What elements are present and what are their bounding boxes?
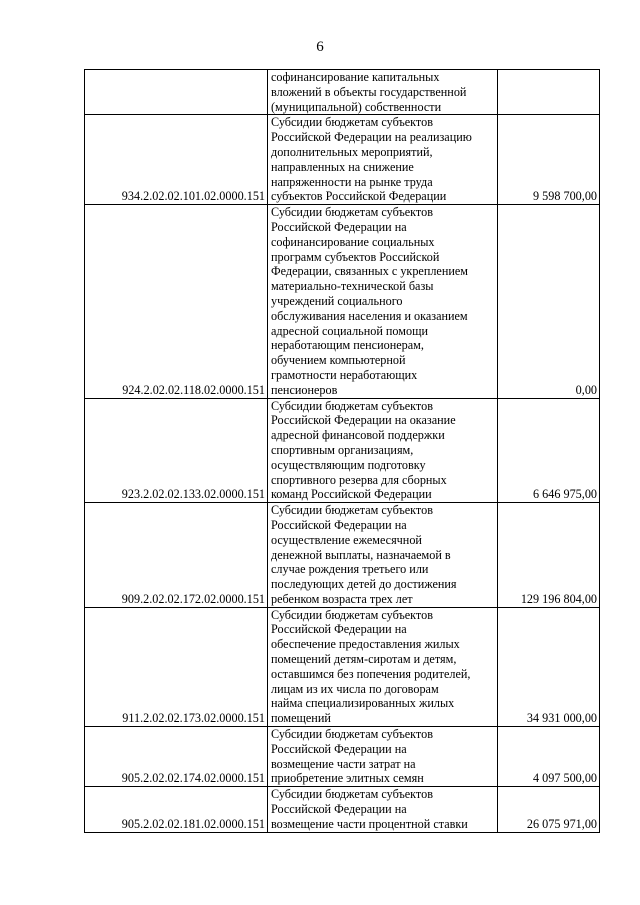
budget-code-cell: 905.2.02.02.181.02.0000.151 (85, 787, 268, 832)
subsidy-name-line: обслуживания населения и оказанием (271, 308, 468, 323)
amount-cell (498, 70, 600, 115)
subsidy-name-cell (268, 115, 498, 205)
page-number: 6 (316, 39, 324, 55)
subsidy-name-line: учреждений социального (271, 293, 403, 308)
subsidy-name-line: Российской Федерации на (271, 219, 407, 234)
subsidy-name-line: ребенком возраста трех лет (271, 591, 413, 606)
amount-cell: 129 196 804,00 (498, 503, 600, 608)
subsidy-name-line: Российской Федерации на (271, 802, 407, 817)
table-row (85, 398, 600, 503)
amount-cell: 9 598 700,00 (498, 115, 600, 205)
subsidy-name-line: приобретение элитных семян (271, 771, 424, 786)
subsidy-name-line: адресной финансовой поддержки (271, 428, 445, 443)
budget-code-cell: 923.2.02.02.133.02.0000.151 (85, 398, 268, 503)
table-row (85, 607, 600, 726)
subsidy-name-line: Субсидии бюджетам субъектов (271, 727, 433, 742)
subsidy-name-line: неработающим пенсионерам, (271, 338, 424, 353)
subsidy-name-cell (268, 398, 498, 503)
subsidy-name-line: софинансирование капитальных (271, 70, 440, 84)
subsidy-name-line: денежной выплаты, назначаемой в (271, 547, 451, 562)
subsidy-name-line: Российской Федерации на (271, 741, 407, 756)
amount-cell: 4 097 500,00 (498, 727, 600, 787)
table-row (85, 205, 600, 398)
subsidy-name-cell (268, 607, 498, 726)
subsidy-name-line: спортивного резерва для сборных (271, 472, 447, 487)
subsidy-name-line: напряженности на рынке труда (271, 174, 433, 189)
subsidy-name-line: осуществляющим подготовку (271, 457, 426, 472)
budget-code-cell: 909.2.02.02.172.02.0000.151 (85, 503, 268, 608)
subsidy-name-line: Российской Федерации на (271, 517, 407, 532)
subsidy-name-line: возмещение части процентной ставки (271, 816, 468, 831)
subsidy-name-cell (268, 503, 498, 608)
subsidy-name-cell (268, 787, 498, 832)
subsidy-name-line: Российской Федерации на реализацию (271, 130, 472, 145)
table-row (85, 115, 600, 205)
subsidy-name-line: направленных на снижение (271, 159, 414, 174)
subsidy-name-line: Российской Федерации на (271, 622, 407, 637)
budget-code-cell: 911.2.02.02.173.02.0000.151 (85, 607, 268, 726)
amount-cell: 26 075 971,00 (498, 787, 600, 832)
subsidy-name-line: возмещение части затрат на (271, 756, 416, 771)
subsidy-name-cell (268, 70, 498, 115)
subsidy-name-line: Российской Федерации на оказание (271, 413, 456, 428)
subsidy-name-line: Субсидии бюджетам субъектов (271, 503, 433, 518)
amount-cell: 34 931 000,00 (498, 607, 600, 726)
subsidy-name-line: обеспечение предоставления жилых (271, 637, 460, 652)
subsidy-name-line: команд Российской Федерации (271, 487, 432, 502)
subsidy-name-line: случае рождения третьего или (271, 562, 429, 577)
subsidy-name-cell (268, 727, 498, 787)
subsidy-name-line: лицам из их числа по договорам (271, 681, 439, 696)
subsidy-name-cell (268, 205, 498, 398)
subsidy-name-line: субъектов Российской Федерации (271, 189, 447, 204)
subsidy-name-line: софинансирование социальных (271, 234, 435, 249)
table-row (85, 787, 600, 832)
subsidy-name-line: Субсидии бюджетам субъектов (271, 205, 433, 220)
subsidy-name-line: Субсидии бюджетам субъектов (271, 115, 433, 130)
subsidy-name-line: помещений (271, 711, 331, 726)
subsidy-name-line: помещений детям-сиротам и детям, (271, 652, 457, 667)
subsidy-name-line: материально-технической базы (271, 279, 434, 294)
subsidy-name-line: дополнительных мероприятий, (271, 144, 433, 159)
subsidy-name-line: (муниципальной) собственности (271, 99, 442, 114)
table-row (85, 70, 600, 115)
subsidy-name-line: обучением компьютерной (271, 353, 406, 368)
budget-table (84, 69, 600, 833)
budget-code-cell (85, 70, 268, 115)
amount-cell: 0,00 (498, 205, 600, 398)
subsidy-name-line: вложений в объекты государственной (271, 84, 467, 99)
table-row (85, 503, 600, 608)
subsidy-name-line: грамотности неработающих (271, 367, 418, 382)
subsidy-name-line: Федерации, связанных с укреплением (271, 264, 469, 279)
subsidy-name-line: найма специализированных жилых (271, 696, 455, 711)
subsidy-name-line: осуществление ежемесячной (271, 532, 422, 547)
subsidy-name-line: спортивным организациям, (271, 442, 414, 457)
subsidy-name-line: программ субъектов Российской (271, 249, 440, 264)
budget-code-cell: 905.2.02.02.174.02.0000.151 (85, 727, 268, 787)
subsidy-name-line: Субсидии бюджетам субъектов (271, 607, 433, 622)
subsidy-name-line: Субсидии бюджетам субъектов (271, 787, 433, 802)
budget-table-body (85, 70, 600, 833)
subsidy-name-line: адресной социальной помощи (271, 323, 428, 338)
amount-cell: 6 646 975,00 (498, 398, 600, 503)
table-row (85, 727, 600, 787)
subsidy-name-line: оставшимся без попечения родителей, (271, 666, 471, 681)
subsidy-name-line: пенсионеров (271, 382, 338, 397)
subsidy-name-line: последующих детей до достижения (271, 577, 457, 592)
budget-code-cell: 924.2.02.02.118.02.0000.151 (85, 205, 268, 398)
budget-code-cell: 934.2.02.02.101.02.0000.151 (85, 115, 268, 205)
subsidy-name-line: Субсидии бюджетам субъектов (271, 398, 433, 413)
